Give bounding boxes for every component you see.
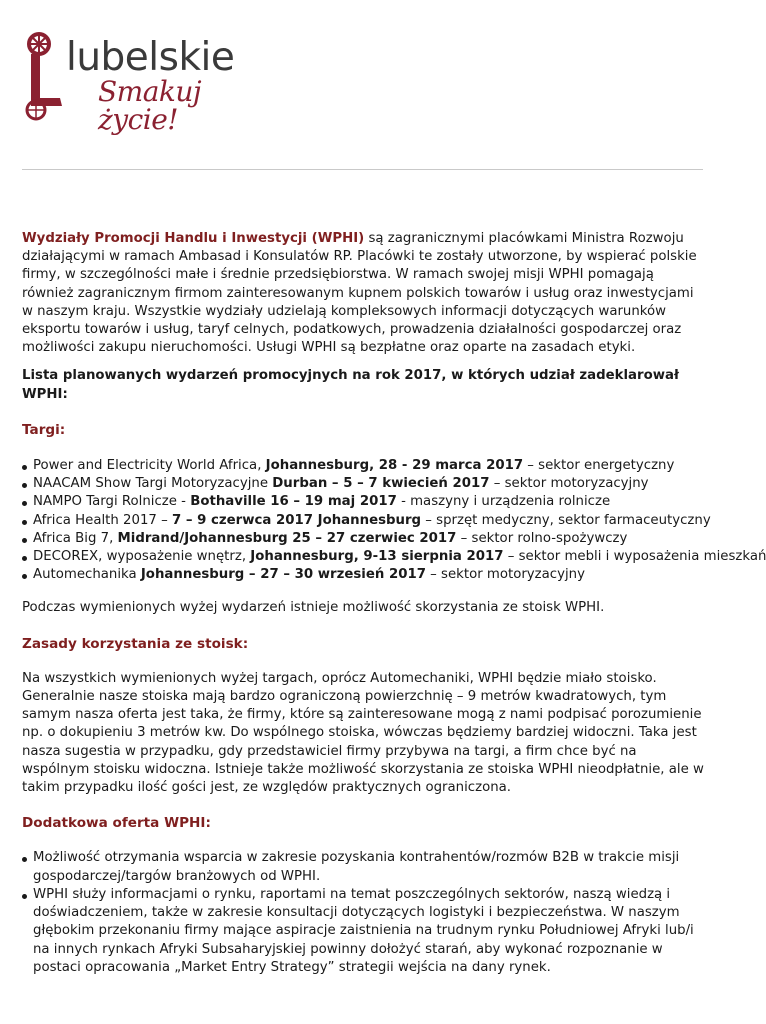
- fairs-heading: Targi:: [22, 421, 66, 438]
- logo-wordmark: lubelskie: [66, 35, 235, 80]
- list-item: WPHI służy informacjami o rynku, raportami na temat poszczególnych sektorów, naszą wiedzą i doświadczeniem, także w zakresie konsultacji dotyczących logistyki i bezpieczeństwa. W naszym głębokim przekonaniu firmy mające aspiracje zaistnienia na trudnym rynku Południowej Afryki lub/i na innych rynkach Afryki Subsaharyjskiej powinny dołożyć starań, aby wykonać rozpoznanie w postaci opracowania „Market Entry Strategy” strategii wejścia na dany rynek.: [22, 886, 707, 977]
- events-list-title: Lista planowanych wydarzeń promocyjnych na rok 2017, w których udział zadeklarował WPHI:: [22, 368, 679, 402]
- bicycle-emblem-icon: [26, 30, 66, 122]
- list-item: DECOREX, wyposażenie wnętrz, Johannesburg, 9-13 sierpnia 2017 – sektor mebli i wyposażenia mieszkań: [22, 548, 707, 566]
- intro-text: są zagranicznymi placówkami Ministra Rozwoju działającymi w ramach Ambasad i Konsulatów RP. Placówki te zostały utworzone, by wspierać polskie firmy, w szczególności małe i średnie przedsiębiorstwa. W ramach swojej misji WPHI pomagają również zagranicznym firmom zainteresowanym kupnem polskich towarów i usług oraz inwestycjami w naszym kraju. Wszystkie wydziały udzielają kompleksowych informacji dotyczących warunków eksportu towarów i usług, taryf celnych, podatkowych, prowadzenia działalności gospodarczej oraz możliwości zakupu nieruchomości. Usługi WPHI są bezpłatne oraz oparte na zasadach etyki.: [22, 231, 697, 356]
- extra-offer-heading: Dodatkowa oferta WPHI:: [22, 815, 211, 832]
- extra-offer-list: [22, 849, 707, 976]
- wphi-name: Wydziały Promocji Handlu i Inwestycji (WPHI): [22, 231, 365, 246]
- list-item: Africa Big 7, Midrand/Johannesburg 25 – 27 czerwiec 2017 – sektor rolno-spożywczy: [22, 530, 707, 548]
- fairs-list: [22, 457, 766, 584]
- article-body: [22, 230, 766, 977]
- rules-paragraph: Na wszystkich wymienionych wyżej targach, oprócz Automechaniki, WPHI będzie miało stoisko. Generalnie nasze stoiska mają bardzo ograniczoną powierzchnię – 9 metrów kwadratowych, tym samym nasza oferta jest taka, że firmy, które są zainteresowane mogą z nami podpisać porozumienie np. o dokupieniu 3 metrów kw. Do wspólnego stoiska, wówczas będziemy bardziej widoczni. Taka jest nasza sugestia w przypadku, gdy przedstawiciel firmy przybywa na targi, a firm chce być na wspólnym stoisku widoczna. Istnieje także możliwość skorzystania ze stoiska WPHI nieodpłatnie, ale w takim przypadku ilość gości jest, ze względów praktycznych ograniczona.: [22, 670, 704, 796]
- intro-paragraph: [22, 230, 707, 357]
- lubelskie-logo: [26, 28, 256, 136]
- logo-tagline: Smakuj życie!: [98, 75, 202, 136]
- list-item: Africa Health 2017 – 7 – 9 czerwca 2017 Johannesburg – sprzęt medyczny, sektor farmaceutyczny: [22, 512, 707, 530]
- list-item: Power and Electricity World Africa, Johannesburg, 28 - 29 marca 2017 – sektor energetyczny: [22, 457, 707, 475]
- fairs-note: Podczas wymienionych wyżej wydarzeń istnieje możliwość skorzystania ze stoisk WPHI.: [22, 600, 605, 616]
- rules-heading: Zasady korzystania ze stoisk:: [22, 635, 249, 652]
- list-item: NAMPO Targi Rolnicze - Bothaville 16 – 19 maj 2017 - maszyny i urządzenia rolnicze: [22, 493, 707, 511]
- header-divider: [22, 169, 703, 170]
- list-item: Możliwość otrzymania wsparcia w zakresie pozyskania kontrahentów/rozmów B2B w trakcie misji gospodarczej/targów branżowych od WPHI.: [22, 849, 707, 885]
- list-item: Automechanika Johannesburg – 27 – 30 wrzesień 2017 – sektor motoryzacyjny: [22, 566, 707, 584]
- list-item: NAACAM Show Targi Motoryzacyjne Durban – 5 – 7 kwiecień 2017 – sektor motoryzacyjny: [22, 475, 707, 493]
